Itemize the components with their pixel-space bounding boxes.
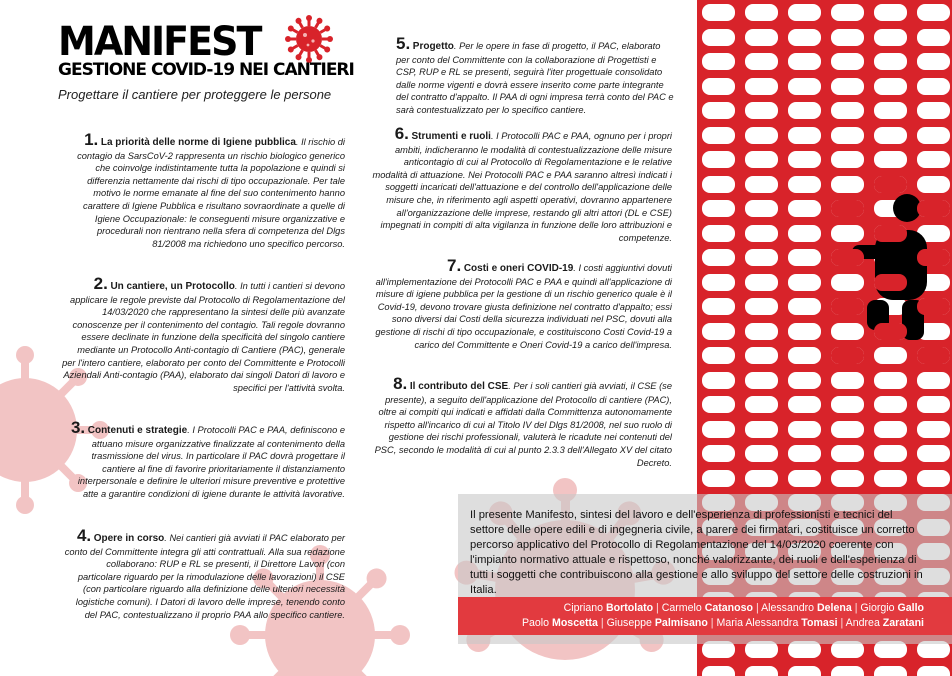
net-hole — [831, 4, 864, 21]
section-7: 7. Costi e oneri COVID-19. I costi aggiuntivi dovuti all'implementazione dei Protocolli PAC e PAA e quindi all'applicazione di misure di igiene pubblica per la gestione di un rischio generico quale è il Covid-19, devono trovare giusta definizione nel contratto d'appalto; essi sono diversi dai Costi della sicurezza individuati nel PSC, dovuti alla gestione di rischi di tipo occupazionale, e costituiscono Costi Covid-19 a carico del Committente e Oneri Covid-19 a carico dell'impresa. — [375, 256, 672, 350]
net-hole — [917, 666, 950, 676]
net-hole — [874, 666, 907, 676]
section-2: 2. Un cantiere, un Protocollo. In tutti i cantieri si devono applicare le regole previste dal Protocollo di Regolamentazione del 14/03/2020 che rappresentano la sintesi delle più avanzate conoscenze per il contenimento del contagio. Tali regole dovranno essere declinate in funzione della specificità del singolo cantiere mediante un Protocollo Anti-contagio di Cantiere (PAC), generale per l'intero cantiere, elaborato per conto del Committente e Protocolli Aziendali Anti-contagio (PAA), elaborato dai singoli Datori di lavoro e specifici per l'attività svolta. — [62, 274, 345, 393]
net-hole — [874, 4, 907, 21]
section-number: 3. — [70, 418, 86, 437]
section-6: 6. Strumenti e ruoli. I Protocolli PAC e PAA, ognuno per i propri ambiti, indicheranno le modalità di contestualizzazione delle misure anticontagio di cui al Protocollo di Regolamentazione e le relative modalità di attuazione. Nei Protocolli PAC e PAA saranno altresì indicati i soggetti incaricati dell'attuazione e del controllo dell'applicazione delle misure che, in riferimento agli aspetti operativi, dovranno appartenere all'organizzazione delle imprese, restando gli altri attori (DL e CSE) impegnati in compiti di alta vigilanza in funzione delle loro attribuzioni e competenze. — [372, 124, 672, 243]
section-title: Un cantiere, un Protocollo — [110, 281, 235, 292]
section-3: 3. Contenuti e strategie. I Protocolli PAC e PAA, definiscono e attuano misure organizzative finalizzate al contenimento della trasmissione del virus. In particolare il PAC dovrà progettare il cantiere al fine di favorire prioritariamente il distanziamento interpersonale e definire le ulteriori misure preventive e protettive atte a garantire condizioni di igiene durante le attività lavorative. — [70, 418, 345, 499]
page-title: MANIFEST — [58, 18, 261, 65]
net-hole — [702, 396, 735, 413]
net-hole — [702, 29, 735, 46]
net-hole — [745, 249, 778, 266]
net-hole — [874, 225, 907, 242]
section-4: 4. Opere in corso. Nei cantieri già avviati il PAC elaborato per conto del Committente integra gli atti contrattuali. Alla sua redazione collaborano: RUP e RL se presenti, il Direttore Lavori (con particolare riguardo per la rimodulazione delle lavorazioni) il CSE (con particolare riguardo alla definizione delle ulteriori necessità logistiche comuni). I Datori di lavoro delle imprese, tenendo conto del PAC, contestualizzano il proprio PAA allo specifico cantiere. — [64, 526, 345, 620]
net-hole — [745, 470, 778, 487]
net-hole — [874, 53, 907, 70]
section-title: Costi e oneri COVID-19 — [463, 263, 574, 274]
net-hole — [745, 78, 778, 95]
signatories-list: Cipriano Bortolato | Carmelo Catanoso | Alessandro Delena | Giorgio Gallo Paolo Moscetta | Giuseppe Palmisano | Maria Alessandra Tomasi | Andrea Zaratani — [521, 602, 924, 629]
net-hole — [702, 176, 735, 193]
net-hole — [788, 102, 821, 119]
net-hole — [831, 470, 864, 487]
net-hole — [831, 151, 864, 168]
net-hole — [874, 421, 907, 438]
net-hole — [874, 127, 907, 144]
section-number: 4. — [76, 526, 92, 545]
net-hole — [917, 4, 950, 21]
section-body: I Protocolli PAC e PAA, definiscono e attuano misure organizzative finalizzate al contenimento della trasmissione del virus. In particolare il PAC dovrà progettare il cantiere al fine di favorire prioritariamente il distanziamento interpersonale e definire le ulteriori misure preventive e protettive atte a garantire condizioni di igiene durante le attività lavorative. — [77, 425, 345, 499]
net-hole — [788, 347, 821, 364]
net-hole — [702, 151, 735, 168]
section-title: Contenuti e strategie — [87, 425, 188, 436]
net-hole — [702, 78, 735, 95]
net-hole — [745, 396, 778, 413]
net-hole — [917, 347, 950, 364]
net-hole — [745, 298, 778, 315]
net-hole — [831, 53, 864, 70]
section-body: Per i soli cantieri già avviati, il CSE (se presente), a seguito dell'applicazione del Protocollo di cantiere (PAC), oltre ai compiti qui indicati e affidati dalla Committenza autonomamente rispetto all'incarico di cui al Titolo IV del Dlgs 81/2008, nel suo ruolo di gestione dei rischi professionali, valuterà le ricadute nei contenuti del PSC, secondo le modalità di cui al punto 2.3.3 dell'Allegato XV del citato Decreto. — [374, 381, 672, 468]
net-hole — [702, 200, 735, 217]
net-hole — [917, 372, 950, 389]
section-body: In tutti i cantieri si devono applicare le regole previste dal Protocollo di Regolamentazione del 14/03/2020 che rappresentano la sintesi delle più avanzate conoscenze per il contenimento del contagio. Tali regole dovranno essere declinate in funzione della specificità del singolo cantiere mediante un Protocollo Anti-contagio di Cantiere (PAC), generale per l'intero cantiere, elaborato per conto del Committente e Protocolli Aziendali Anti-contagio (PAA), elaborato dai singoli Datori di lavoro e specifici per l'attività svolta. — [62, 281, 345, 393]
net-hole — [745, 176, 778, 193]
net-hole — [917, 470, 950, 487]
net-hole — [788, 225, 821, 242]
net-hole — [831, 102, 864, 119]
net-hole — [745, 4, 778, 21]
net-hole — [702, 102, 735, 119]
net-hole — [917, 200, 950, 217]
section-title: La priorità delle norme di Igiene pubblica — [100, 137, 296, 148]
net-hole — [788, 323, 821, 340]
signatory-name: Paolo Moscetta — [521, 617, 598, 629]
net-hole — [788, 421, 821, 438]
net-hole — [788, 274, 821, 291]
section-title: Strumenti e ruoli — [411, 131, 491, 142]
net-hole — [831, 78, 864, 95]
net-hole — [874, 78, 907, 95]
section-number: 7. — [447, 256, 462, 275]
net-hole — [702, 298, 735, 315]
net-hole — [917, 421, 950, 438]
signatory-name: Alessandro Delena — [761, 602, 852, 614]
net-hole — [874, 372, 907, 389]
net-hole — [831, 200, 864, 217]
section-body: Nei cantieri già avviati il PAC elaborato per conto del Committente integra gli atti contrattuali. Alla sua redazione collaborano: RUP e RL se presenti, il Direttore Lavori (con particolare riguardo per la rimodulazione delle lavorazioni) il CSE (con particolare riguardo alla definizione delle ulteriori necessità logistiche comuni). I Datori di lavoro delle imprese, tenendo conto del PAC, contestualizzano il proprio PAA allo specifico cantiere. — [64, 533, 345, 620]
net-hole — [745, 102, 778, 119]
net-hole — [874, 29, 907, 46]
net-hole — [745, 666, 778, 676]
signatory-name: Carmelo Catanoso — [661, 602, 753, 614]
net-hole — [788, 200, 821, 217]
net-hole — [702, 347, 735, 364]
net-hole — [702, 225, 735, 242]
net-hole — [745, 347, 778, 364]
net-hole — [917, 151, 950, 168]
net-hole — [702, 249, 735, 266]
net-hole — [917, 127, 950, 144]
net-hole — [745, 372, 778, 389]
net-hole — [745, 127, 778, 144]
net-hole — [874, 470, 907, 487]
net-hole — [745, 151, 778, 168]
signatory-name: Giorgio Gallo — [860, 602, 924, 614]
section-body: Per le opere in fase di progetto, il PAC, elaborato per conto del Committente con la collaborazione di Progettisti e CSP, RUP e RL se presenti, seguirà l'iter progettuale consolidato dalle norme vigenti e dovrà essere inserito come parte integrante del contratto d'appalto. Il PAA di ogni impresa terrà conto del PAC e sarà contestualizzato per lo specifico cantiere. — [396, 41, 674, 115]
net-hole — [917, 53, 950, 70]
net-hole — [917, 298, 950, 315]
section-number: 2. — [93, 274, 108, 293]
net-hole — [874, 274, 907, 291]
net-hole — [874, 396, 907, 413]
net-hole — [874, 445, 907, 462]
net-hole — [702, 127, 735, 144]
net-hole — [702, 421, 735, 438]
signatory-name: Maria Alessandra Tomasi — [716, 617, 838, 629]
signatory-name: Cipriano Bortolato — [563, 602, 654, 614]
net-hole — [831, 29, 864, 46]
net-hole — [917, 396, 950, 413]
net-hole — [874, 151, 907, 168]
net-hole — [788, 666, 821, 676]
virus-icon — [284, 14, 334, 64]
net-hole — [788, 78, 821, 95]
net-hole — [702, 53, 735, 70]
net-hole — [702, 372, 735, 389]
section-title: Il contributo del CSE — [409, 381, 509, 392]
signatory-name: Giuseppe Palmisano — [606, 617, 708, 629]
section-title: Opere in corso — [93, 533, 165, 544]
net-hole — [788, 4, 821, 21]
net-hole — [745, 29, 778, 46]
net-hole — [917, 445, 950, 462]
net-hole — [917, 29, 950, 46]
section-body: I costi aggiuntivi dovuti all'implementazione dei Protocolli PAC e PAA e quindi all'applicazione di misure di igiene pubblica per la gestione di un rischio generico quale è il Covid-19, devono trovare giusta definizione nel contratto d'appalto; essi sono diversi dai Costi della sicurezza individuati nel PSC, dovuti alla gestione di rischi di tipo occupazionale, e costituiscono Costi Covid-19 a carico del Committente e Oneri Covid-19 a carico dell'impresa. — [375, 263, 672, 350]
net-hole — [831, 347, 864, 364]
net-hole — [788, 298, 821, 315]
net-hole — [831, 249, 864, 266]
net-hole — [745, 274, 778, 291]
tagline: Progettare il cantiere per proteggere le persone — [58, 87, 332, 102]
section-title: Progetto — [412, 41, 454, 52]
net-hole — [788, 372, 821, 389]
net-hole — [874, 323, 907, 340]
net-hole — [745, 323, 778, 340]
net-hole — [788, 53, 821, 70]
footer-statement: Il presente Manifesto, sintesi del lavoro e dell'esperienza di professionisti e tecnici del settore delle opere edili e di ingegneria civile, a parere dei firmatari, costituisce un corretto percorso applicativo del Protocollo di Regolamentazione del 14/03/2020 coerente con l'impianto normativo attuale e rispettoso, nonché valorizzante, dei ruoli e dell'esperienza di tutti i soggetti che contribuiscono alla gestione e allo sviluppo del settore delle costruzioni in Italia. — [470, 509, 923, 596]
net-hole — [831, 421, 864, 438]
net-hole — [831, 127, 864, 144]
section-8: 8. Il contributo del CSE. Per i soli cantieri già avviati, il CSE (se presente), a seguito dell'applicazione del Protocollo di cantiere (PAC), oltre ai compiti qui indicati e affidati dalla Committenza autonomamente rispetto all'incarico di cui al Titolo IV del Dlgs 81/2008, nel suo ruolo di gestione dei rischi professionali, valuterà le ricadute nei contenuti del PSC, secondo le modalità di cui al punto 2.3.3 dell'Allegato XV del citato Decreto. — [374, 374, 672, 468]
page-subtitle: GESTIONE COVID-19 NEI CANTIERI — [58, 60, 354, 80]
section-5: 5. Progetto. Per le opere in fase di progetto, il PAC, elaborato per conto del Committente con la collaborazione di Progettisti e CSP, RUP e RL se presenti, seguirà l'iter progettuale consolidato dalle norme vigenti e dovrà essere inserito come parte integrante del contratto d'appalto. Il PAA di ogni impresa terrà conto del PAC e sarà contestualizzato per lo specifico cantiere. — [396, 34, 674, 115]
signatory-name: Andrea Zaratani — [845, 617, 924, 629]
net-hole — [917, 249, 950, 266]
net-hole — [702, 323, 735, 340]
net-hole — [831, 372, 864, 389]
net-hole — [788, 445, 821, 462]
section-1: 1. La priorità delle norme di Igiene pubblica. Il rischio di contagio da SarsCoV-2 rappresenta un rischio biologico generico che coinvolge indistintamente tutta la popolazione e quindi si differenzia nettamente dai rischi di tipo occupazionale. Per tale motivo le norme emanate al fine del suo contenimento hanno carattere di Igiene Pubblica e risultano sovraordinate a quelle di Igiene Occupazionale: le conseguenti misure organizzative e procedurali non rientrano nella sfera di competenza del Dlgs 81/2008 ma richiedono uno specifico percorso. — [77, 130, 345, 249]
section-number: 6. — [394, 124, 409, 143]
net-hole — [788, 29, 821, 46]
net-hole — [745, 445, 778, 462]
net-hole — [745, 200, 778, 217]
net-hole — [788, 151, 821, 168]
net-hole — [745, 225, 778, 242]
net-hole — [917, 78, 950, 95]
net-hole — [874, 102, 907, 119]
net-hole — [702, 274, 735, 291]
net-hole — [745, 421, 778, 438]
net-hole — [788, 127, 821, 144]
section-number: 5. — [396, 34, 411, 53]
net-hole — [702, 4, 735, 21]
net-hole — [874, 176, 907, 193]
net-hole — [788, 249, 821, 266]
net-hole — [702, 470, 735, 487]
section-body: I Protocolli PAC e PAA, ognuno per i propri ambiti, indicheranno le modalità di contestualizzazione delle misure anticontagio di cui al Protocollo di Regolamentazione e le relative modalità di attuazione. Nei Protocolli PAC e PAA saranno altresì indicati i soggetti incaricati dell'attuazione e del controllo dell'applicazione delle misure che, in riferimento agli aspetti operativi, dovranno appartenere all'organizzazione delle imprese, restando gli altri attori (DL e CSE) impegnati in compiti di alta vigilanza in funzione delle loro attribuzioni e competenze. — [372, 131, 672, 243]
net-hole — [831, 666, 864, 676]
net-hole — [702, 666, 735, 676]
net-hole — [831, 396, 864, 413]
net-hole — [702, 445, 735, 462]
section-body: Il rischio di contagio da SarsCoV-2 rappresenta un rischio biologico generico che coinvolge indistintamente tutta la popolazione e quindi si differenzia nettamente dai rischi di tipo occupazionale. Per tale motivo le norme emanate al fine del suo contenimento hanno carattere di Igiene Pubblica e risultano sovraordinate a quelle di Igiene Occupazionale: le conseguenti misure organizzative e procedurali non rientrano nella sfera di competenza del Dlgs 81/2008 ma richiedono uno specifico percorso. — [77, 137, 345, 249]
net-hole — [917, 102, 950, 119]
net-hole — [745, 53, 778, 70]
net-hole — [788, 470, 821, 487]
net-hole — [831, 298, 864, 315]
net-hole — [831, 445, 864, 462]
section-number: 8. — [393, 374, 408, 393]
section-number: 1. — [84, 130, 99, 149]
net-hole — [788, 176, 821, 193]
net-hole — [788, 396, 821, 413]
